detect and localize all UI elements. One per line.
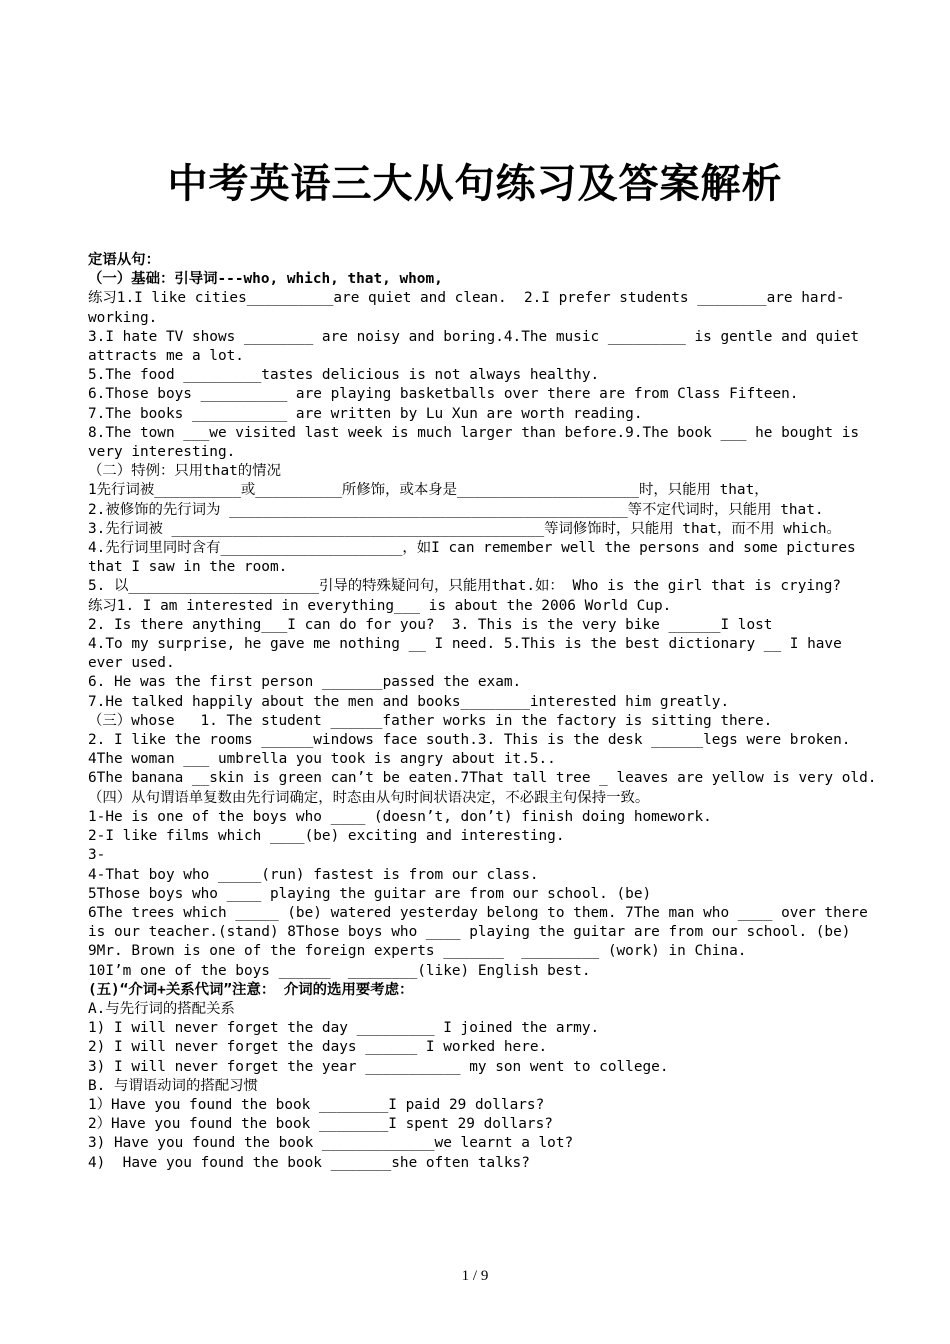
text-line: 1）Have you found the book ________I paid 29 dollars? xyxy=(88,1096,545,1113)
text-line: 10I’m one of the boys ______ ________(like) English best. xyxy=(88,962,591,979)
text-line: 1-He is one of the boys who ____ (doesn’t, don’t) finish doing homework. xyxy=(88,808,712,825)
text-line: B. 与谓语动词的搭配习惯 xyxy=(88,1077,258,1094)
text-line: 2. Is there anything___I can do for you? 3. This is the very bike ______I lost xyxy=(88,616,773,633)
text-line: 3) I will never forget the year ___________ my son went to college. xyxy=(88,1058,669,1075)
text-line: 9Mr. Brown is one of the foreign experts _______ _________ (work) in China. xyxy=(88,943,747,960)
text-line: 2.被修饰的先行词为 ______________________________________________等不定代词时，只能用 that. xyxy=(88,501,824,518)
text-line: (五)“介词+关系代词”注意： 介词的选用要考虑： xyxy=(88,981,414,998)
text-line: 3- xyxy=(88,847,106,864)
text-line: 6The banana __skin is green can’t be eaten.7That tall tree _ leaves are yellow is very old. xyxy=(88,770,877,787)
text-line: 1先行词被__________或__________所修饰，或本身是_____________________时，只能用 that， xyxy=(88,482,769,499)
text-line: 2）Have you found the book ________I spent 29 dollars? xyxy=(88,1116,553,1133)
page-number: 1 / 9 xyxy=(461,1268,489,1284)
text-line: 4-That boy who _____(run) fastest is from our class. xyxy=(88,866,539,883)
text-line: 2) I will never forget the days ______ I worked here. xyxy=(88,1039,548,1056)
text-line: 练习1. I am interested in everything___ is about the 2006 World Cup. xyxy=(88,597,672,614)
text-line: 8.The town ___we visited last week is much larger than before.9.The book ___ he bought is very interesting. xyxy=(88,424,868,461)
text-line: 2-I like films which ____(be) exciting and interesting. xyxy=(88,828,565,845)
text-line: （二）特例：只用that的情况 xyxy=(88,463,281,480)
text-line: 5.The food _________tastes delicious is not always healthy. xyxy=(88,367,600,384)
text-line: 7.He talked happily about the men and books________interested him greatly. xyxy=(88,693,730,710)
text-line: 5Those boys who ____ playing the guitar are from our school. (be) xyxy=(88,885,652,902)
exercise-body xyxy=(88,251,878,1173)
text-line: 6. He was the first person _______passed the exam. xyxy=(88,674,522,691)
text-line: 3) Have you found the book _____________we learnt a lot? xyxy=(88,1135,574,1152)
text-line: 练习1.I like cities__________are quiet and clean. 2.I prefer students ________are hard-working. xyxy=(88,290,845,326)
text-line: 1) I will never forget the day _________ I joined the army. xyxy=(88,1020,600,1037)
text-line: 5. 以______________________引导的特殊疑问句，只能用that.如： Who is the girl that is crying? xyxy=(88,578,842,595)
text-line: 3.I hate TV shows ________ are noisy and boring.4.The music _________ is gentle and quiet attracts me a lot. xyxy=(88,328,868,365)
text-line: 4.先行词里同时含有_____________________，如I can remember well the persons and some pictures that I saw in the room. xyxy=(88,540,865,576)
text-line: A.与先行词的搭配关系 xyxy=(88,1000,235,1017)
text-line: 4) Have you found the book _______she often talks? xyxy=(88,1154,530,1171)
text-line: （一）基础：引导词---who, which, that, whom, xyxy=(88,271,443,288)
text-line: 4The woman ___ umbrella you took is angry about it.5.. xyxy=(88,751,556,768)
text-line: 3.先行词被 ___________________________________________等词修饰时，只能用 that，而不用 which。 xyxy=(88,520,841,537)
text-line: 定语从句： xyxy=(88,252,160,268)
text-line: 4.To my surprise, he gave me nothing __ I need. 5.This is the best dictionary __ I have ever used. xyxy=(88,636,851,672)
text-line: 7.The books ___________ are written by Lu Xun are worth reading. xyxy=(88,405,643,422)
text-line: 6The trees which _____ (be) watered yesterday belong to them. 7The man who ____ over there is our teacher.(stand) 8Those boys who ____ playing the guitar are from our school. (be) xyxy=(88,904,877,941)
text-line: 2. I like the rooms ______windows face south.3. This is the desk ______legs were broken. xyxy=(88,732,851,749)
text-line: （四）从句谓语单复数由先行词确定，时态由从句时间状语决定，不必跟主句保持一致。 xyxy=(88,789,650,806)
document-title: 中考英语三大从句练习及答案解析 xyxy=(167,160,783,207)
text-line: 6.Those boys __________ are playing basketballs over there are from Class Fifteen. xyxy=(88,386,799,403)
text-line: （三）whose 1. The student ______father works in the factory is sitting there. xyxy=(88,712,773,729)
